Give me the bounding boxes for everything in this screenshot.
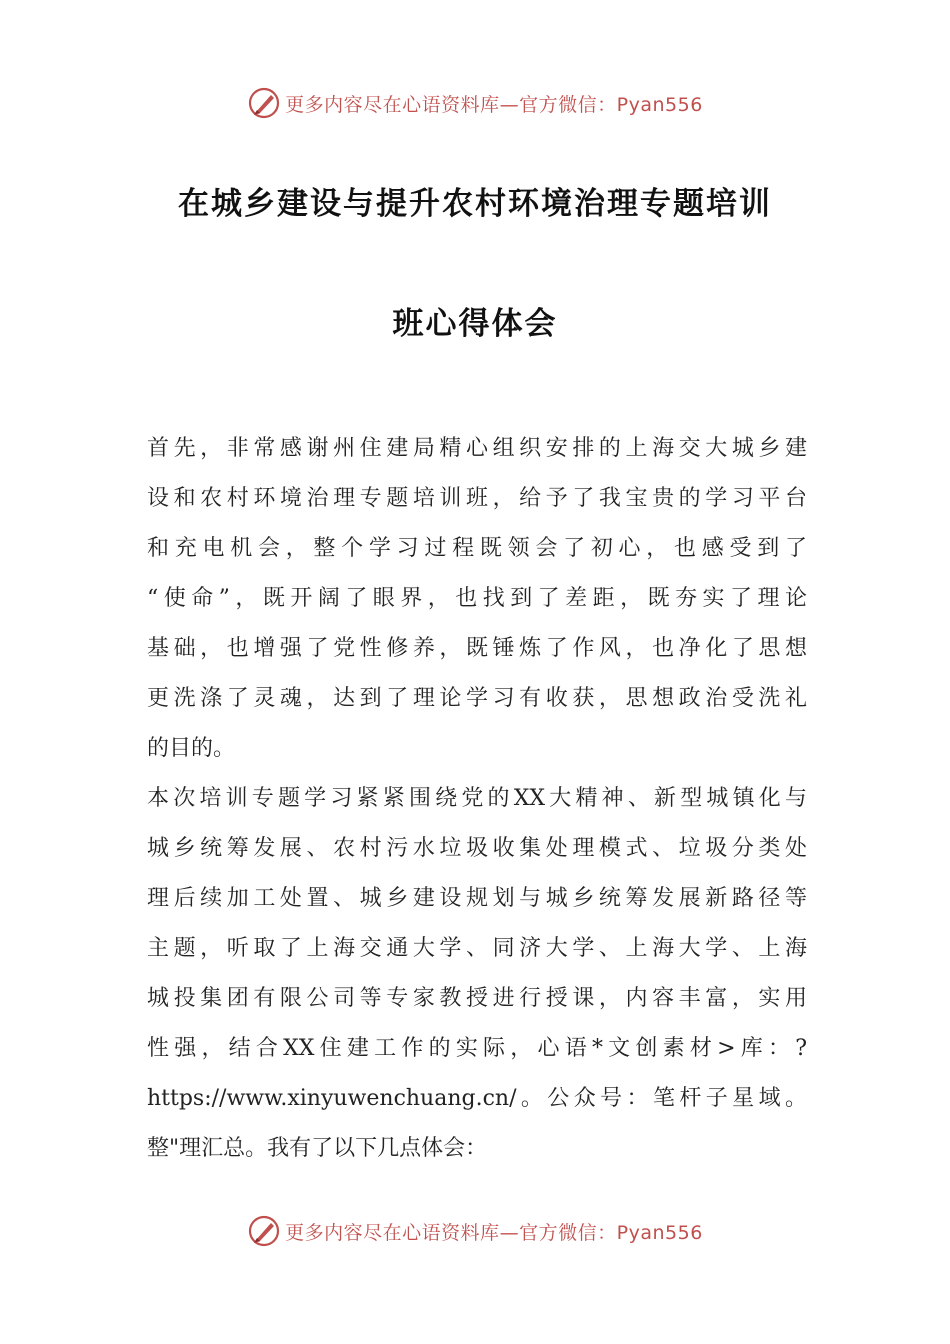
text-line: 和充电机会，整个学习过程既领会了初心，也感受到了 <box>147 536 807 561</box>
paragraph-2 <box>147 774 807 1174</box>
header-watermark <box>0 83 950 123</box>
footer-watermark <box>0 1211 950 1251</box>
text-line: 本次培训专题学习紧紧围绕党的XX大精神、新型城镇化与 <box>147 786 807 811</box>
wechat-id: Pyan556 <box>616 1221 703 1244</box>
document-title-line-1: 在城乡建设与提升农村环境治理专题培训 <box>178 186 772 222</box>
text-line: 基础，也增强了党性修养，既锤炼了作风，也净化了思想 <box>147 636 807 661</box>
pen-logo-icon <box>247 86 281 120</box>
text-line: “使命”，既开阔了眼界，也找到了差距，既夯实了理论 <box>147 586 807 611</box>
watermark-text: 更多内容尽在心语资料库—官方微信：Pyan556 <box>285 93 703 116</box>
watermark-text: 更多内容尽在心语资料库—官方微信：Pyan556 <box>285 1221 703 1244</box>
paragraph-1 <box>147 424 807 774</box>
text-line-url: https://www.xinyuwenchuang.cn/。公众号：笔杆子星域。 <box>147 1086 807 1111</box>
text-line: 首先，非常感谢州住建局精心组织安排的上海交大城乡建 <box>147 436 807 461</box>
text-line: 的目的。 <box>147 736 236 761</box>
text-line: 整"理汇总。我有了以下几点体会： <box>147 1136 488 1161</box>
document-title-line-2: 班心得体会 <box>392 306 558 342</box>
text-line: 更洗涤了灵魂，达到了理论学习有收获，思想政治受洗礼 <box>147 686 807 711</box>
text-line: 性强，结合XX住建工作的实际，心语*文创素材>库：? <box>147 1036 807 1061</box>
pen-logo-icon <box>247 1214 281 1248</box>
wechat-id: Pyan556 <box>616 93 703 116</box>
text-line: 理后续加工处置、城乡建设规划与城乡统筹发展新路径等 <box>147 886 807 911</box>
text-line: 主题，听取了上海交通大学、同济大学、上海大学、上海 <box>147 936 807 961</box>
text-line: 城投集团有限公司等专家教授进行授课，内容丰富，实用 <box>147 986 807 1011</box>
text-line: 设和农村环境治理专题培训班，给予了我宝贵的学习平台 <box>147 486 807 511</box>
text-line: 城乡统筹发展、农村污水垃圾收集处理模式、垃圾分类处 <box>147 836 807 861</box>
